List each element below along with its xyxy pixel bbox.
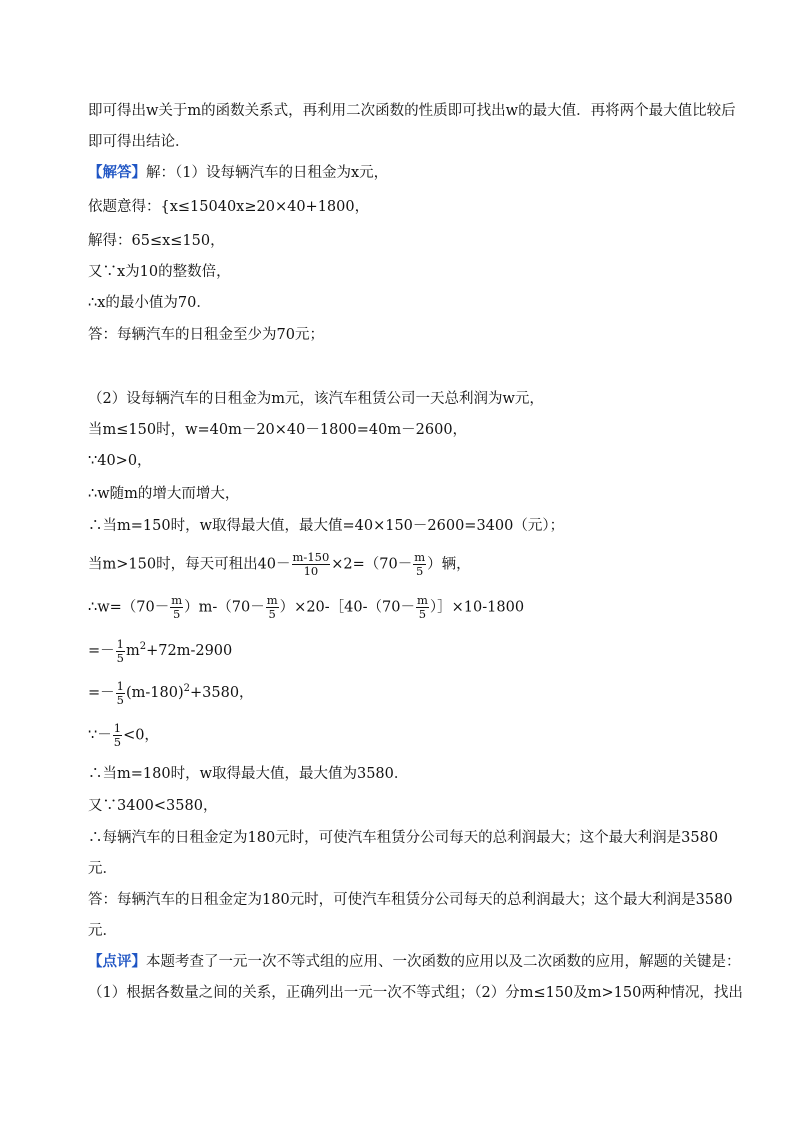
fraction: $\frac{1}{5}$ <box>116 636 124 665</box>
text-line: 答：每辆汽车的日租金定为180元时，可使汽车租赁分公司每天的总利润最大；这个最大利润是3580 <box>88 892 733 908</box>
text-line: ∵40>0， <box>88 453 152 469</box>
text-line: （1）根据各数量之间的关系，正确列出一元一次不等式组；（2）分m≤150及m>150两种情况，找出 <box>88 985 743 1001</box>
fraction: $\frac{m}{5}$ <box>414 550 426 578</box>
fraction: $\frac{m}{5}$ <box>266 593 278 621</box>
math-line: ∵－ $\frac{1}{5}$ <0， <box>88 721 159 749</box>
text-line: 元． <box>88 861 117 877</box>
text-line: 当m≤150时，w=40m－20×40－1800=40m－2600， <box>88 422 468 438</box>
fraction: $\frac{1}{5}$ <box>113 721 122 749</box>
text-line: ∴x的最小值为70． <box>88 295 211 311</box>
text-line: （2）设每辆汽车的日租金为m元，该汽车租赁公司一天总利润为w元， <box>88 391 544 407</box>
text-line: ∴每辆汽车的日租金定为180元时，可使汽车租赁分公司每天的总利润最大；这个最大利润是3580 <box>88 830 719 846</box>
text-line: 即可得出w关于m的函数关系式，再利用二次函数的性质即可找出w的最大值．再将两个最大值比较后 <box>88 103 736 119</box>
text-line: ∴w随m的增大而增大， <box>88 486 240 502</box>
answer-heading-line: 【解答】解：（1）设每辆汽车的日租金为x元， <box>88 164 389 181</box>
fraction: $\frac{m}{5}$ <box>171 593 183 621</box>
answer-tag: 【解答】 <box>88 164 146 181</box>
math-line: =－ $\frac{1}{5}$ $m^2+72m-2900$ <box>88 636 233 665</box>
comment-tag: 【点评】 <box>88 953 146 970</box>
math-line: 当m>150时，每天可租出40－ $\frac{m-150}{10}$ ×2=（70－ $\frac{m}{5}$ ）辆， <box>88 550 471 578</box>
text-line: ∴当m=180时，w取得最大值，最大值为3580． <box>88 766 409 782</box>
text-line: 答：每辆汽车的日租金至少为70元； <box>88 327 324 343</box>
text-line: ∴当m=150时，w取得最大值，最大值=40×150－2600=3400（元）； <box>88 518 565 534</box>
comment-line: 【点评】本题考查了一元一次不等式组的应用、一次函数的应用以及二次函数的应用，解题的关键是： <box>88 953 741 970</box>
fraction: $\frac{m-150}{10}$ <box>292 550 330 578</box>
fraction: $\frac{1}{5}$ <box>116 678 124 707</box>
text-line: 依题意得：{x≤15040x≥20×40+1800， <box>88 199 370 215</box>
text-line: 元． <box>88 923 117 939</box>
text-line: 解得：65≤x≤150， <box>88 233 225 249</box>
text-line: 又∵x为10的整数倍， <box>88 264 231 280</box>
fraction: $\frac{m}{5}$ <box>416 593 428 621</box>
math-line: =－ $\frac{1}{5}$ $(m-180)^2+3580$， <box>88 678 254 707</box>
text-line: 又∵3400<3580， <box>88 798 218 814</box>
text-line: 即可得出结论． <box>88 134 190 150</box>
math-line: ∴w=（70－ $\frac{m}{5}$ ）m-（70－ $\frac{m}{5}$ ）×20-［40-（70－ $\frac{m}{5}$ ）］×10-1800 <box>88 593 525 621</box>
